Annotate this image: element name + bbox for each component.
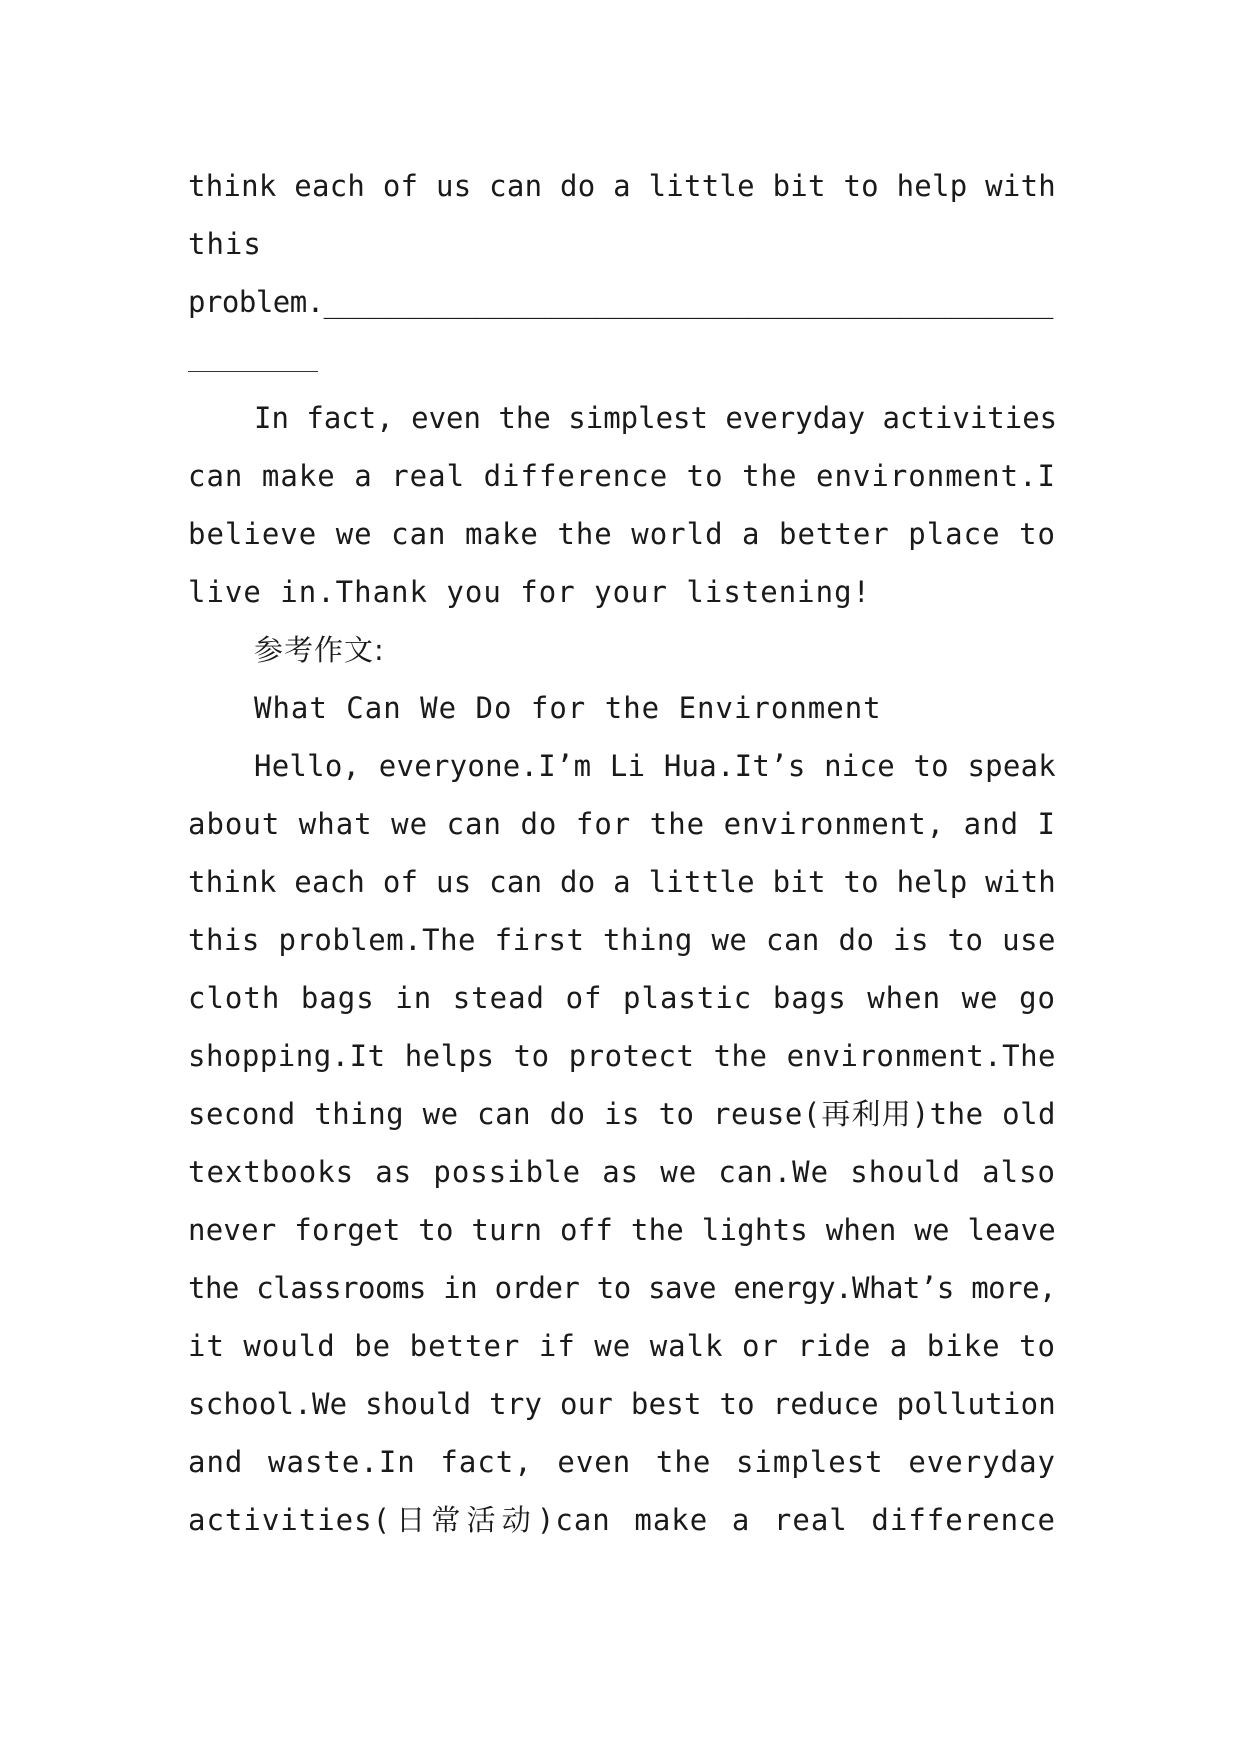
text-line: about what we can do for the environment, and I — [188, 807, 1056, 841]
text-line: can make a real difference to the environment.I — [188, 459, 1056, 493]
text-line: In fact, even the simplest everyday activities — [254, 401, 1058, 435]
text-line: activities(日常活动)can make a real difference — [188, 1503, 1056, 1537]
text-line: think each of us can do a little bit to help with — [188, 865, 1056, 899]
text-line: believe we can make the world a better place to — [188, 517, 1056, 551]
text-line: shopping.It helps to protect the environment.The — [188, 1039, 1056, 1073]
text-line: Hello, everyone.I’m Li Hua.It’s nice to speak — [254, 749, 1056, 783]
text-line: it would be better if we walk or ride a bike to — [188, 1329, 1056, 1363]
text-line: live in.Thank you for your listening! — [188, 575, 872, 609]
text-line: never forget to turn off the lights when we leave — [188, 1213, 1056, 1247]
text-line: the classrooms in order to save energy.What’s more, — [188, 1271, 1056, 1305]
text-line: problem.___________________________________________ — [188, 285, 1053, 319]
text-line: school.We should try our best to reduce pollution — [188, 1387, 1056, 1421]
underline-continuation — [188, 371, 318, 372]
text-line: textbooks as possible as we can.We should also — [188, 1155, 1056, 1189]
text-line: cloth bags in stead of plastic bags when we go — [188, 981, 1056, 1015]
text-line: and waste.In fact, even the simplest everyday — [188, 1445, 1056, 1479]
text-line: think each of us can do a little bit to help with — [188, 169, 1056, 203]
text-line: this problem.The first thing we can do is to use — [188, 923, 1056, 957]
essay-title: What Can We Do for the Environment — [254, 691, 882, 725]
text-line: this — [188, 227, 262, 261]
text-line: second thing we can do is to reuse(再利用)the old — [188, 1097, 1056, 1131]
section-heading: 参考作文: — [254, 633, 385, 667]
